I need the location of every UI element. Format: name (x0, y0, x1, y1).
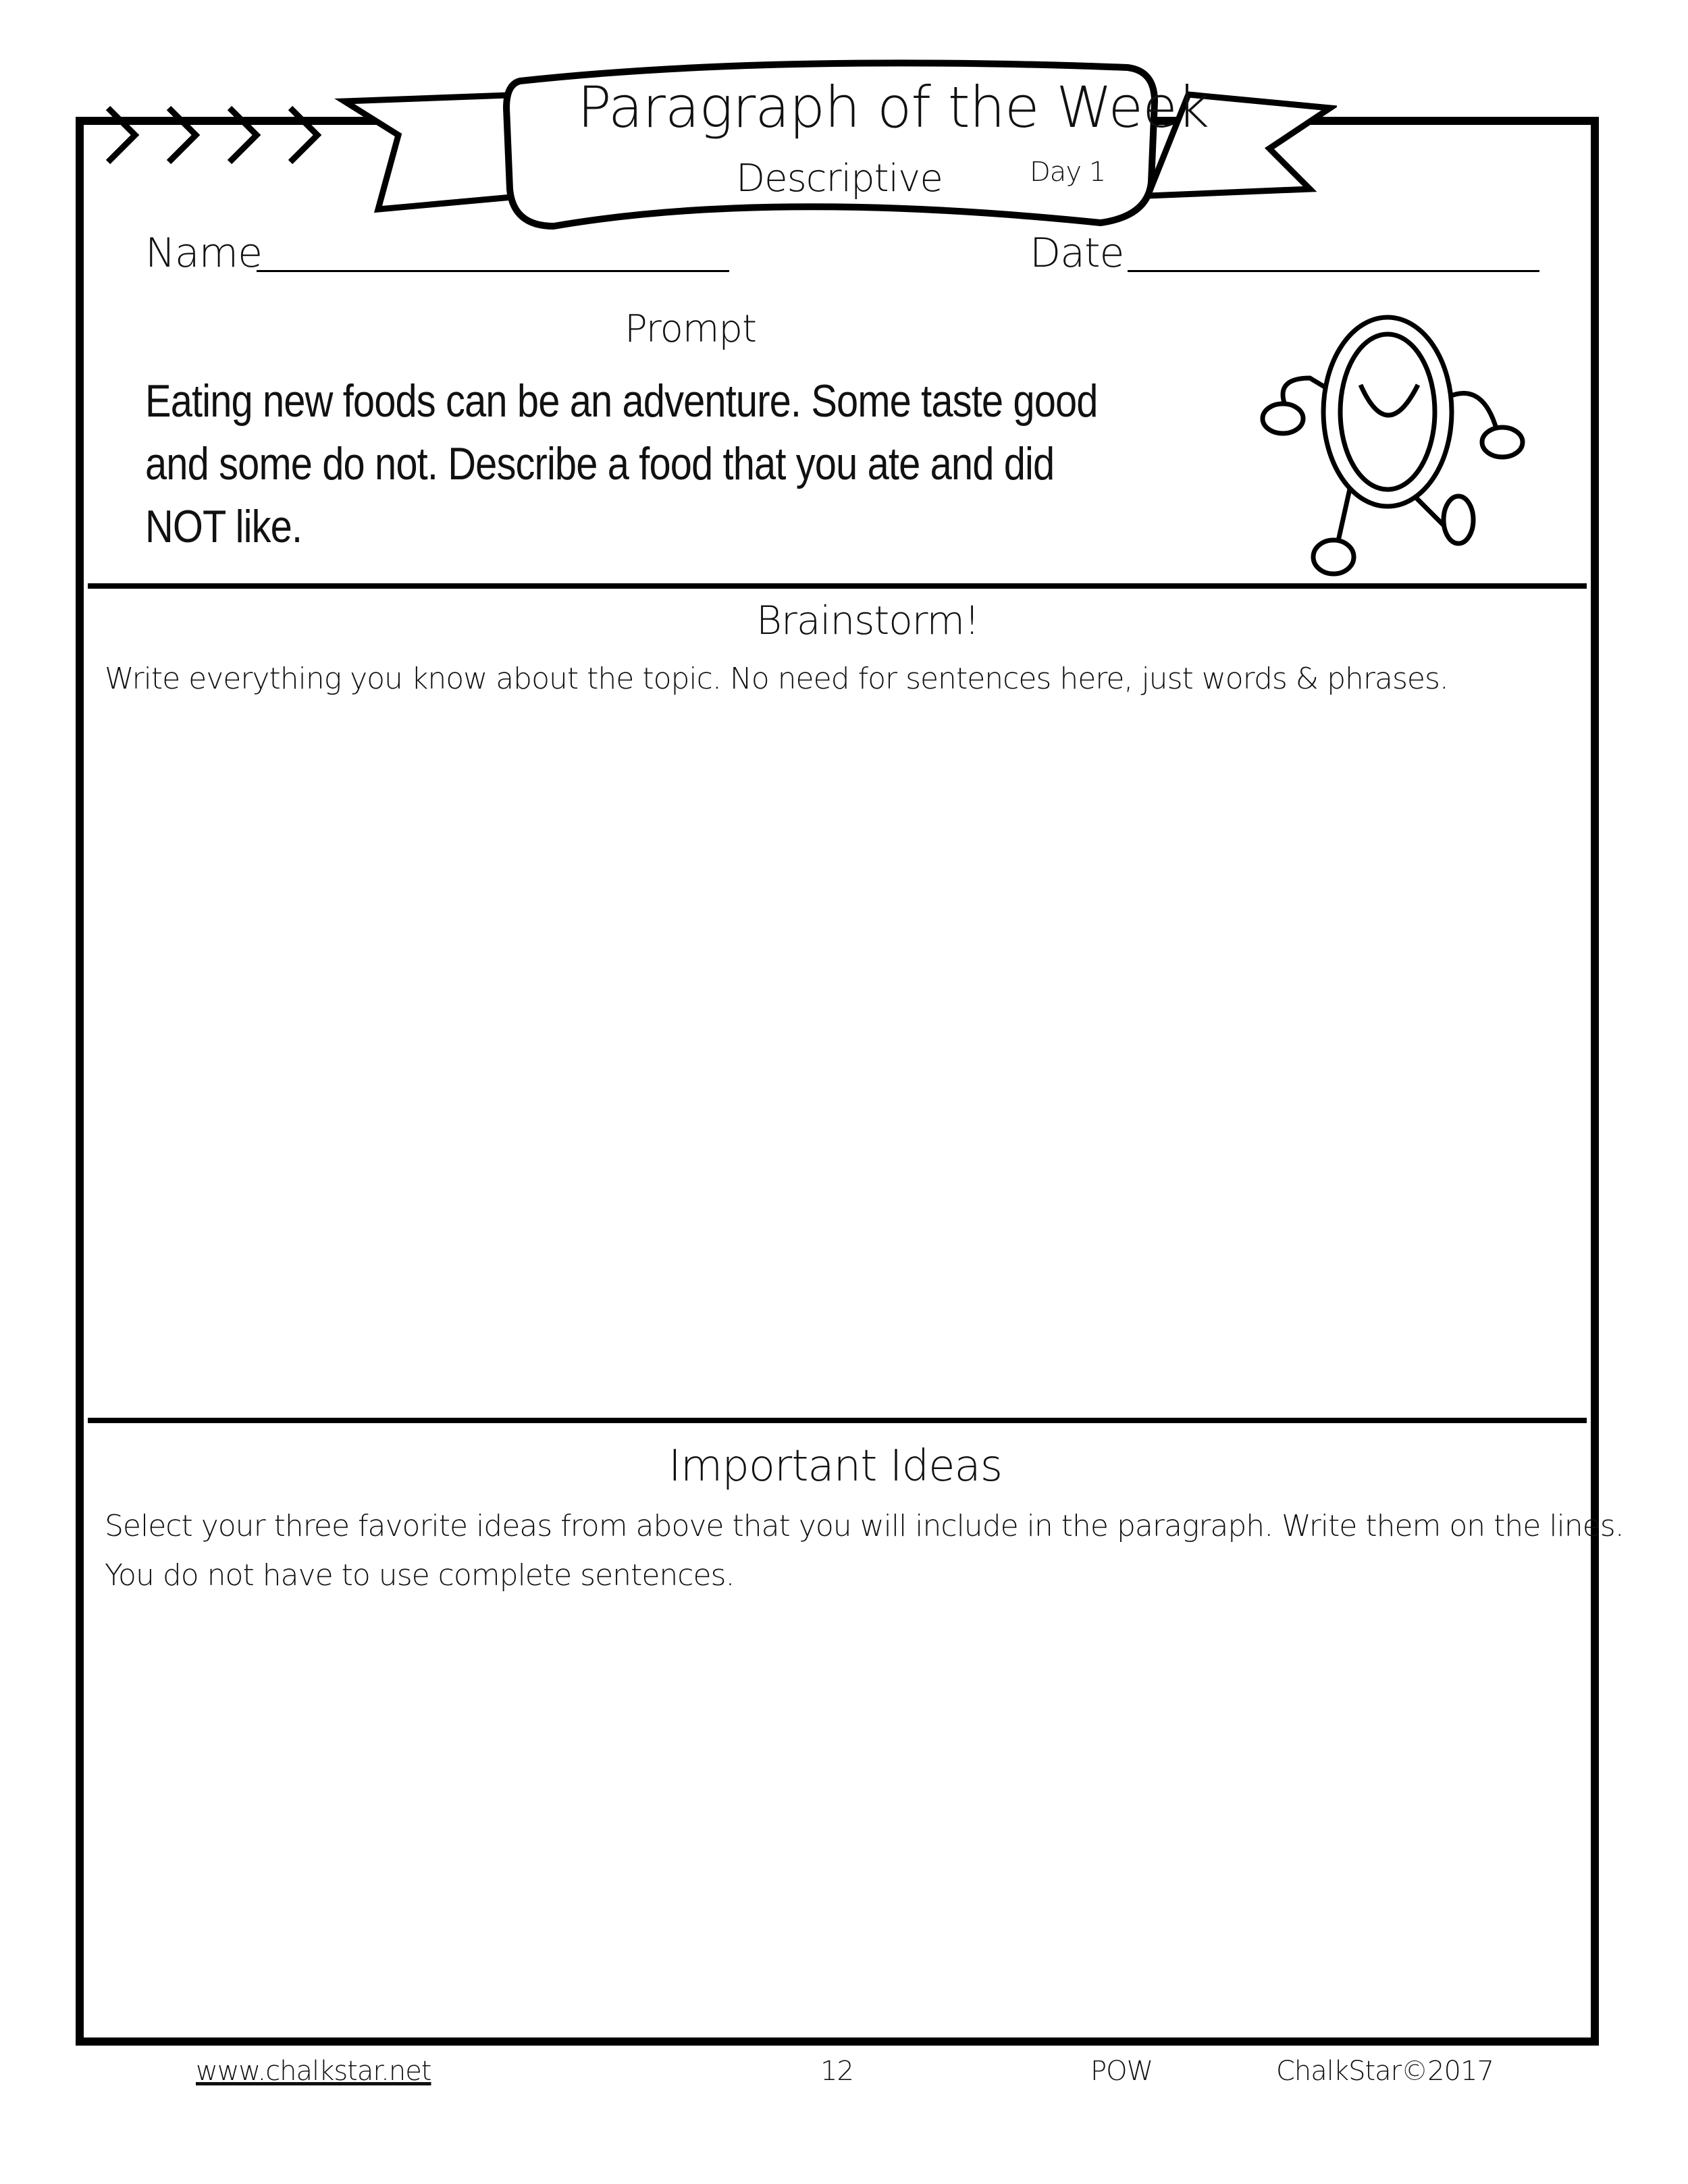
important-ideas-instructions: You do not have to use complete sentences. (105, 1558, 735, 1593)
prompt-text-line: NOT like. (145, 501, 302, 552)
important-ideas-writing-area[interactable] (95, 1614, 1580, 2032)
prompt-text-line: Eating new foods can be an adventure. Some taste good (145, 375, 1098, 427)
name-label: Name (145, 230, 263, 277)
brainstorm-instructions: Write everything you know about the topic. No need for sentences here, just words & phrases. (105, 662, 1448, 696)
page-number: 12 (820, 2056, 853, 2087)
website-link[interactable]: www.chalkstar.net (196, 2056, 431, 2087)
prompt-heading: Prompt (625, 307, 756, 351)
important-ideas-heading: Important Ideas (668, 1441, 1003, 1491)
prompt-text-line: and some do not. Describe a food that you ate and did (145, 438, 1055, 489)
worksheet-title: Paragraph of the Week (577, 74, 1209, 140)
date-field[interactable] (1128, 270, 1539, 272)
title-banner (95, 41, 1337, 243)
footer-code: POW (1090, 2056, 1153, 2087)
section-divider (88, 583, 1587, 589)
day-label: Day 1 (1030, 157, 1106, 188)
date-label: Date (1030, 230, 1124, 277)
brainstorm-heading: Brainstorm! (756, 597, 980, 643)
section-divider (88, 1418, 1587, 1423)
copyright: ChalkStar©2017 (1276, 2056, 1494, 2087)
name-field[interactable] (257, 270, 729, 272)
arrow-fletching-icon (108, 108, 317, 162)
important-ideas-instructions: Select your three favorite ideas from above that you will include in the paragraph. Write them on the lines. (105, 1509, 1624, 1543)
worksheet-subtitle: Descriptive (736, 157, 943, 201)
brainstorm-writing-area[interactable] (95, 716, 1580, 1404)
food-mascot-icon (1242, 297, 1553, 581)
